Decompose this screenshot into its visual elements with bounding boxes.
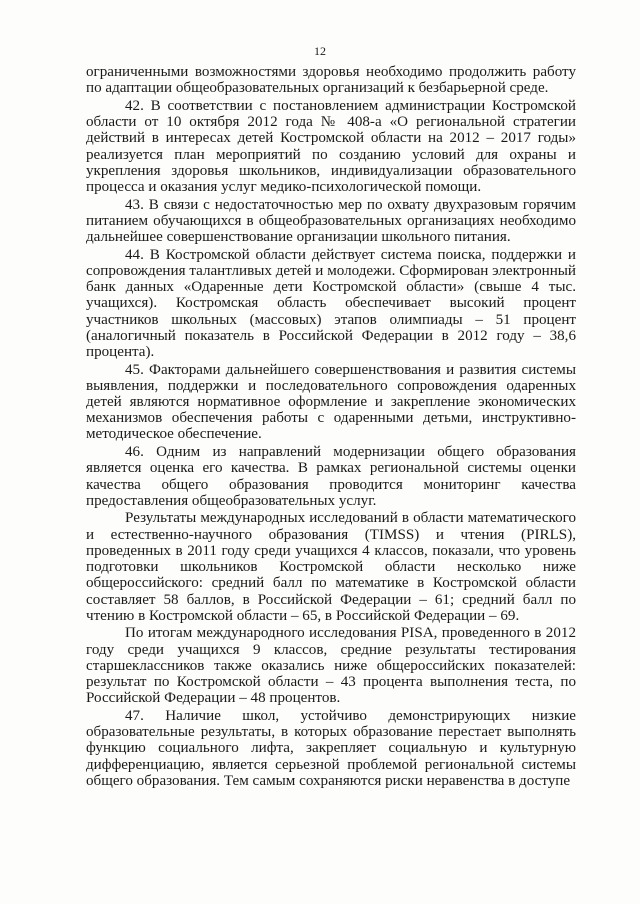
paragraph-continuation: ограниченными возможностями здоровья необходимо продолжить работу по адаптации общеобразовательных организаций к безбарьерной среде. bbox=[86, 64, 576, 97]
paragraph-timss-pirls: Результаты международных исследований в области математического и естественно-научного образования (TIMSS) и чтения (PIRLS), проведенных в 2011 году среди учащихся 4 классов, показали, что уровень подготовки школьников Костромской области несколько ниже общероссийского: средний балл по математике в Костромской области составляет 58 баллов, в Российской Федерации – 61; средний балл по чтению в Костромской области – 65, в Российской Федерации – 69. bbox=[86, 510, 576, 624]
paragraph-46: 46. Одним из направлений модернизации общего образования является оценка его качества. В рамках региональной системы оценки качества общего образования проводится мониторинг качества предоставления общеобразовательных услуг. bbox=[86, 444, 576, 509]
paragraph-47: 47. Наличие школ, устойчиво демонстрирующих низкие образовательные результаты, в которых образование перестает выполнять функцию социального лифта, закрепляет социальную и культурную дифференциацию, является серьезной проблемой региональной системы общего образования. Тем самым сохраняются риски неравенства в доступе bbox=[86, 707, 576, 789]
paragraph-42: 42. В соответствии с постановлением администрации Костромской области от 10 октября 2012 года № 408-а «О региональной стратегии действий в интересах детей Костромской области на 2012 – 2017 годы» реализуется план мероприятий по созданию условий для охраны и укрепления здоровья школьников, индивидуализации образовательного процесса и оказания услуг медико-психологической помощи. bbox=[86, 97, 576, 195]
document-body bbox=[86, 64, 576, 790]
paragraph-43: 43. В связи с недостаточностью мер по охвату двухразовым горячим питанием обучающихся в общеобразовательных организациях необходимо дальнейшее совершенствование организации школьного питания. bbox=[86, 196, 576, 246]
paragraph-45: 45. Факторами дальнейшего совершенствования и развития системы выявления, поддержки и последовательного сопровождения одаренных детей являются нормативное оформление и закрепление экономических механизмов обеспечения работы с одаренными детьми, инструктивно-методическое обеспечение. bbox=[86, 361, 576, 443]
paragraph-pisa: По итогам международного исследования PISA, проведенного в 2012 году среди учащихся 9 классов, средние результаты тестирования старшеклассников также оказались ниже общероссийских показателей: результат по Костромской области – 43 процента выполнения теста, по Российской Федерации – 48 процентов. bbox=[86, 625, 576, 707]
page-number: 12 bbox=[314, 44, 326, 58]
paragraph-44: 44. В Костромской области действует система поиска, поддержки и сопровождения талантливых детей и молодежи. Сформирован электронный банк данных «Одаренные дети Костромской области» (свыше 4 тыс. учащихся). Костромская область обеспечивает высокий процент участников школьных (массовых) этапов олимпиады – 51 процент (аналогичный показатель в Российской Федерации в 2012 году – 38,6 процента). bbox=[86, 246, 576, 360]
